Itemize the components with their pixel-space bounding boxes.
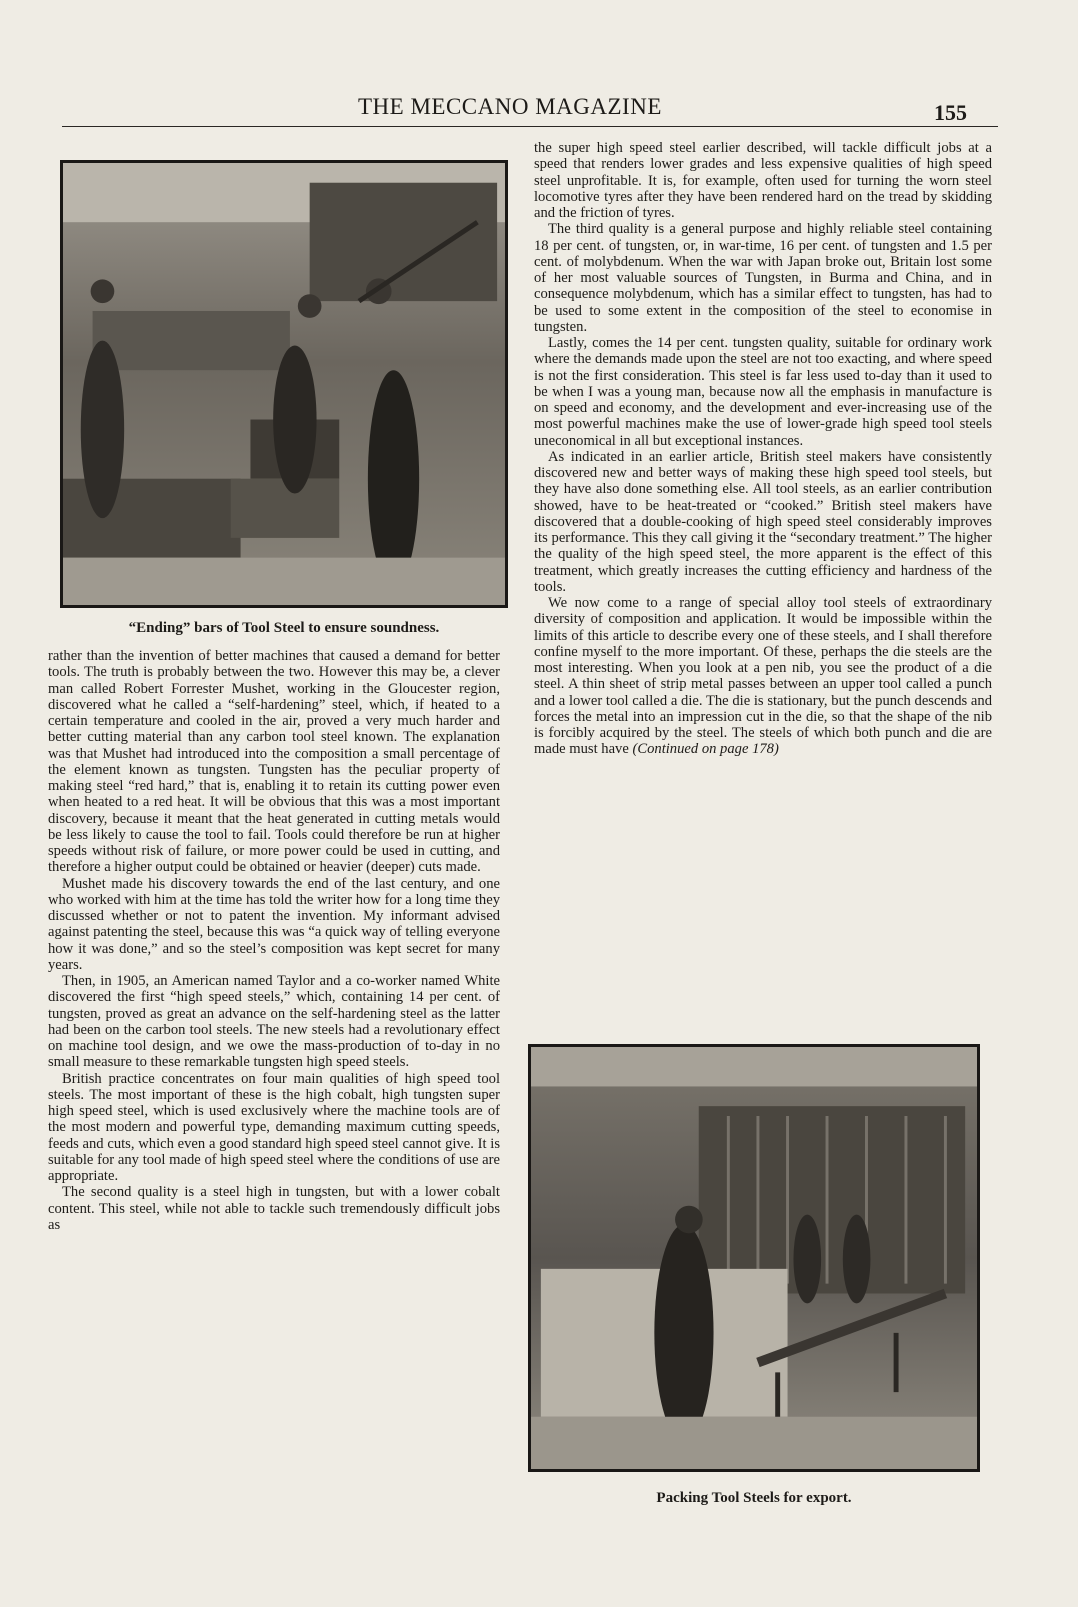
packing-photo xyxy=(531,1047,977,1469)
paragraph: British practice concentrates on four main qualities of high speed tool steels. The most important of these is the high cobalt, high tungsten super high speed steel, which is used exclusively where the machine tools are of the most modern and powerful type, demanding maximum cutting speeds, feeds and cuts, which even a good standard high speed steel cannot give. It is suitable for any tool made of high speed steel where the conditions of use are appropriate. xyxy=(48,1070,500,1184)
photo-packing-tool-steels xyxy=(528,1044,980,1472)
page-number: 155 xyxy=(934,100,967,125)
right-column xyxy=(534,140,992,758)
paragraph: Mushet made his discovery towards the end of the last century, and one who worked with him at the time has told the writer how for a long time they discussed whether or not to patent the invention. My informant advised against patenting the steel, because this was “a quick way of telling everyone how it was done,” and so the steel’s composition was kept secret for many years. xyxy=(48,875,500,973)
continued-note: (Continued on page 178) xyxy=(632,741,779,758)
caption-ending-bars: “Ending” bars of Tool Steel to ensure soundness. xyxy=(128,620,440,636)
magazine-title: THE MECCANO MAGAZINE xyxy=(358,94,662,119)
paragraph: We now come to a range of special alloy tool steels of extraordinary diversity of composition and application. It would be impossible within the limits of this article to describe every one of these steels, and I shall therefore confine myself to the more important. Of these, perhaps the die steels are the most interesting. When you look at a pen nib, you see the product of a die steel. A thin sheet of strip metal passes between an upper tool called a punch and a lower tool called a die. The die is stationary, but the punch descends and forces the metal into an impression cut in the die, so that the shape of the nib is forcibly acquired by the steel. The steels of which both punch and die are made must have (Continued on page 178) xyxy=(534,595,992,758)
photo-ending-bars xyxy=(60,160,508,608)
paragraph: rather than the invention of better machines that caused a demand for better tools. The truth is probably between the two. However this may be, a clever man called Robert Forrester Mushet, working in the Gloucester region, discovered what he called a “self-hardening” steel, which, if heated to a certain temperature and cooled in the air, proved a very much harder and better cutting material than any carbon tool steel known. The explanation was that Mushet had introduced into the composition a small percentage of the element known as tungsten. Tungsten has the peculiar property of making steel “red hard,” that is, enabling it to retain its cutting power even when heated to a red heat. It will be obvious that this was a most important discovery, because it meant that the heat generated in cutting metals would be less likely to cause the tool to fail. Tools could therefore be run at higher speeds without risk of failure, or more power could be used in cutting, and therefore a higher output could be obtained or heavier (deeper) cuts made. xyxy=(48,648,500,876)
left-column xyxy=(48,648,500,1233)
paragraph: The third quality is a general purpose and highly reliable steel containing 18 per cent. of tungsten, or, in war-time, 16 per cent. of tungsten and 1.5 per cent. of molybdenum. When the war with Japan broke out, Britain lost some of her most valuable sources of Tungsten, in Burma and China, and in consequence molybdenum, which has a similar effect to tungsten, has had to be used to some extent in the composition of the steel to economise in tungsten. xyxy=(534,221,992,335)
header-rule xyxy=(62,126,998,127)
caption-packing-tool-steels: Packing Tool Steels for export. xyxy=(656,1490,852,1506)
paragraph: The second quality is a steel high in tungsten, but with a lower cobalt content. This steel, while not able to tackle such tremendously difficult jobs as xyxy=(48,1184,500,1233)
paragraph: Then, in 1905, an American named Taylor and a co-worker named White discovered the first “high speed steels,” which, containing 14 per cent. of tungsten, proved as great an advance on the self-hardening steel as the latter had been on the carbon tool steels. The new steels had a revolutionary effect on machine tool design, and we owe the mass-production of to-day in no small measure to these remarkable tungsten high speed steels. xyxy=(48,973,500,1071)
workshop-photo xyxy=(63,163,505,605)
paragraph: As indicated in an earlier article, British steel makers have consistently discovered new and better ways of making these high speed tool steels, but they have also done something else. All tool steels, as an earlier contribution showed, have to be heat-treated or “cooked.” British steel makers have discovered that a double-cooking of high speed steel considerably improves its performance. This they call giving it the “secondary treatment.” The higher the quality of the high speed steel, the more apparent is the effect of this treatment, which greatly increases the cutting efficiency and hardness of the tools. xyxy=(534,448,992,595)
paragraph: the super high speed steel earlier described, will tackle difficult jobs at a speed that renders lower grades and less expensive qualities of high speed steel unprofitable. It is, for example, often used for turning the worn steel locomotive tyres after they have been rendered hard on the tread by skidding and the friction of tyres. xyxy=(534,140,992,221)
paragraph: Lastly, comes the 14 per cent. tungsten quality, suitable for ordinary work where the demands made upon the steel are not too exacting, and where speed is not the first consideration. This steel is far less used to-day than it used to be when I was a young man, because now all the emphasis in manufacture is on speed and economy, and the development and ever-increasing use of the most powerful machines make the use of lower-grade high speed tool steels uneconomical in all but exceptional instances. xyxy=(534,335,992,449)
